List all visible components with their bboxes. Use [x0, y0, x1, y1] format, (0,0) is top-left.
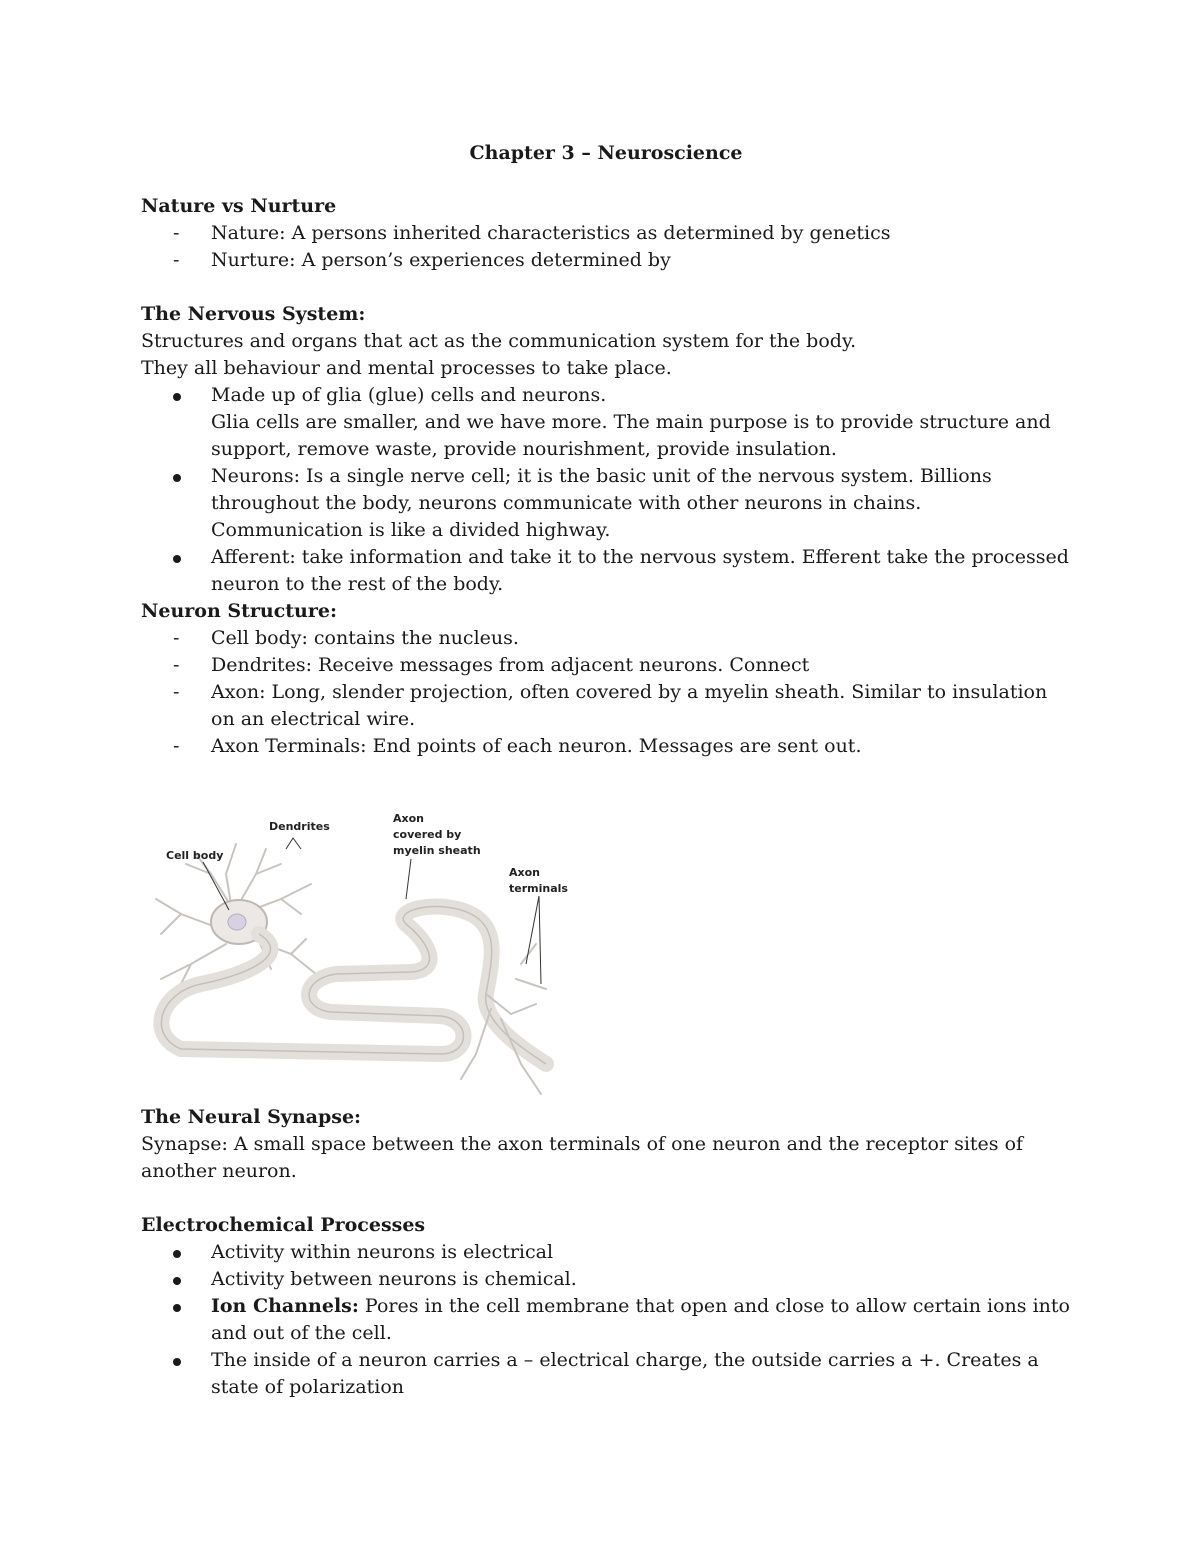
nervous-system-line: They all behaviour and mental processes to take place.	[141, 357, 672, 379]
bullet-marker	[173, 555, 181, 563]
list-item-text: Activity within neurons is electrical	[211, 1241, 554, 1263]
bullet-marker	[173, 1358, 181, 1366]
terminals-label-line1: Axon	[509, 866, 540, 879]
neuron-illustration	[141, 804, 568, 1104]
list-item	[141, 247, 1071, 274]
neuron-diagram	[141, 804, 568, 1104]
term-label: Ion Channels:	[211, 1295, 359, 1317]
axon-terminal-branches	[461, 944, 546, 1094]
list-item	[141, 1293, 1071, 1347]
list-item	[141, 382, 1071, 463]
dash-marker: -	[173, 627, 180, 649]
nervous-system-line: Structures and organs that act as the communication system for the body.	[141, 330, 857, 352]
list-item-text: Made up of glia (glue) cells and neurons.	[211, 384, 607, 406]
axon-label-line2: covered by	[393, 828, 462, 841]
list-item-text: Cell body: contains the nucleus.	[211, 627, 519, 649]
nucleus-shape	[228, 914, 246, 930]
nature-nurture-list	[141, 220, 1071, 274]
axon-label-line1: Axon	[393, 812, 424, 825]
bullet-marker	[173, 1250, 181, 1258]
dash-marker: -	[173, 222, 180, 244]
electrochemical-heading: Electrochemical Processes	[141, 1214, 426, 1236]
list-item-text: Pores in the cell membrane that open and close to allow certain ions into and out of the cell.	[211, 1295, 1070, 1344]
list-item	[141, 463, 1071, 544]
nature-nurture-heading: Nature vs Nurture	[141, 195, 337, 217]
nervous-system-bullets	[141, 382, 1071, 598]
list-item-text: Nurture: A person’s experiences determined by	[211, 249, 671, 271]
nervous-system-heading: The Nervous System:	[141, 303, 366, 325]
neuron-structure-list	[141, 625, 1071, 760]
document-title: Chapter 3 – Neuroscience	[469, 142, 743, 164]
synapse-heading: The Neural Synapse:	[141, 1106, 362, 1128]
list-item	[141, 1347, 1071, 1401]
list-item-text: The inside of a neuron carries a – electrical charge, the outside carries a +. Creates a state of polarization	[211, 1349, 1039, 1398]
list-item	[141, 1239, 1071, 1266]
list-item-text: Nature: A persons inherited characteristics as determined by genetics	[211, 222, 891, 244]
list-item	[141, 220, 1071, 247]
dendrites-label: Dendrites	[269, 820, 330, 833]
bullet-marker	[173, 393, 181, 401]
list-item-text: Afferent: take information and take it to the nervous system. Efferent take the processed neuron to the rest of the body.	[211, 546, 1069, 595]
list-item	[141, 625, 1071, 652]
list-item-subtext: Glia cells are smaller, and we have more. The main purpose is to provide structure and support, remove waste, provide nourishment, provide insulation.	[211, 411, 1051, 460]
synapse-text: Synapse: A small space between the axon terminals of one neuron and the receptor sites of another neuron.	[141, 1133, 1024, 1182]
bullet-marker	[173, 1304, 181, 1312]
list-item-text: Axon: Long, slender projection, often covered by a myelin sheath. Similar to insulation on an electrical wire.	[211, 681, 1048, 730]
list-item-text: Dendrites: Receive messages from adjacent neurons. Connect	[211, 654, 810, 676]
list-item	[141, 1266, 1071, 1293]
neuron-structure-heading: Neuron Structure:	[141, 600, 337, 622]
dash-marker: -	[173, 249, 180, 271]
axon-label-line3: myelin sheath	[393, 844, 481, 857]
document-page	[141, 140, 1071, 1401]
bullet-marker	[173, 474, 181, 482]
terminals-label-line2: terminals	[509, 882, 568, 895]
list-item-text: Activity between neurons is chemical.	[211, 1268, 577, 1290]
dash-marker: -	[173, 735, 180, 757]
list-item	[141, 652, 1071, 679]
list-item	[141, 544, 1071, 598]
list-item	[141, 679, 1071, 733]
list-item-text: Neurons: Is a single nerve cell; it is the basic unit of the nervous system. Billions throughout the body, neurons communicate with other neurons in chains. Communication is like a divided highway.	[211, 465, 992, 541]
list-item	[141, 733, 1071, 760]
bullet-marker	[173, 1277, 181, 1285]
list-item-text: Axon Terminals: End points of each neuron. Messages are sent out.	[211, 735, 862, 757]
dash-marker: -	[173, 681, 180, 703]
dash-marker: -	[173, 654, 180, 676]
electrochemical-bullets	[141, 1239, 1071, 1401]
cell-body-label: Cell body	[166, 849, 224, 862]
